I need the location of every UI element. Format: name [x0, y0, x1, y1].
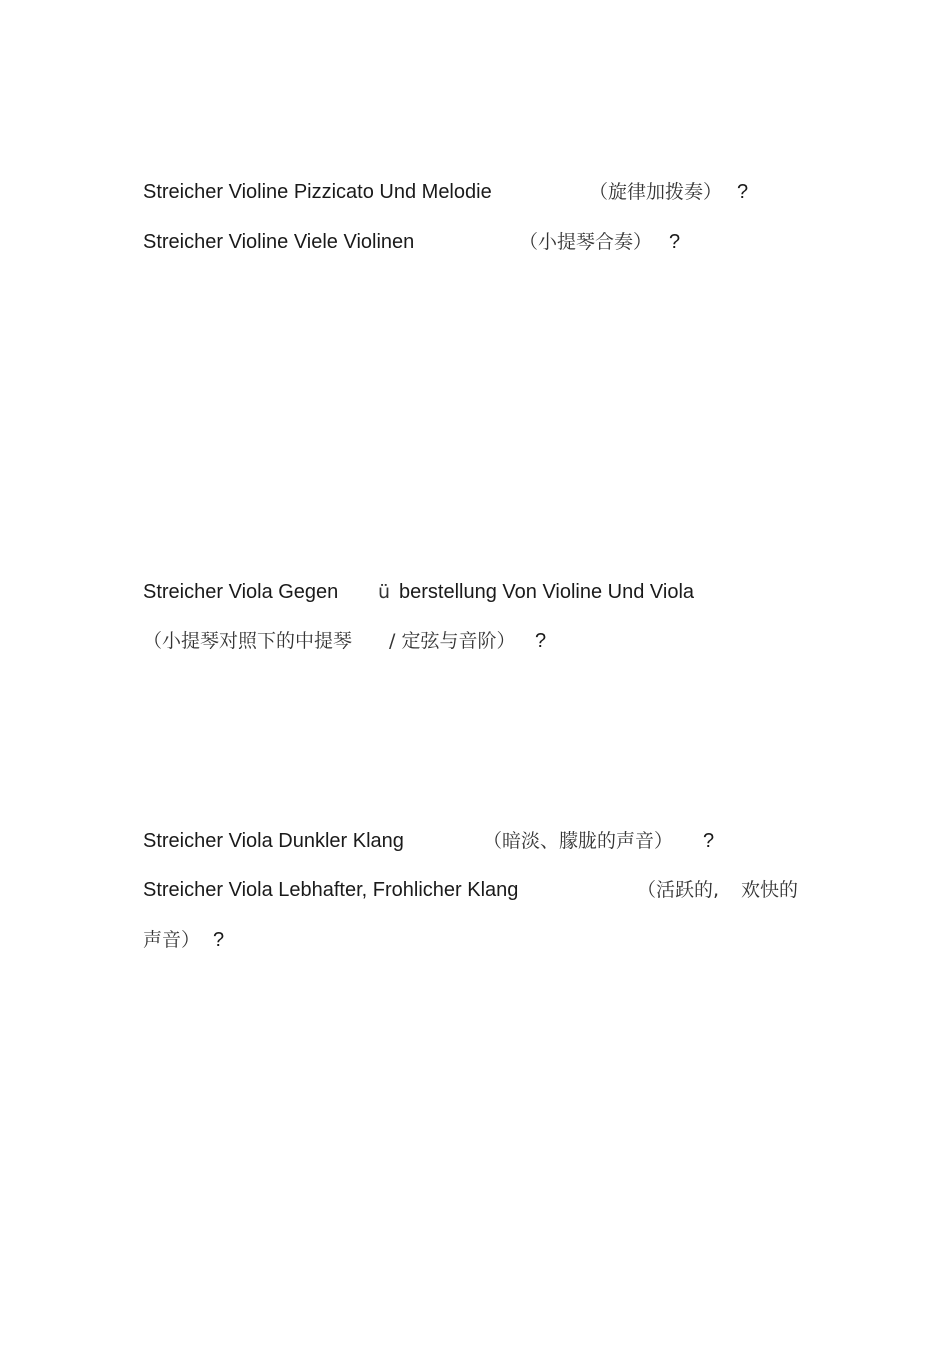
entry-title-de: Streicher Violine Viele Violinen [143, 231, 415, 253]
entry-title-de: Streicher Viola Dunkler Klang [143, 830, 404, 852]
entry-viola-gegenuberstellung [143, 580, 843, 604]
question-mark: ? [703, 830, 715, 852]
entry-title-zh-part2: / 定弦与音阶） [389, 630, 516, 652]
entry-viola-lebhafter [143, 878, 823, 902]
question-mark: ? [535, 630, 547, 652]
question-mark: ? [737, 181, 749, 203]
entry-title-de-umlaut: ü [378, 581, 391, 603]
entry-title-zh-part3: 声音） [143, 929, 201, 951]
entry-violine-pizzicato [143, 180, 843, 204]
entry-title-zh: （暗淡、朦胧的声音） [483, 830, 674, 852]
entry-title-zh: （小提琴对照下的中提琴 [143, 630, 353, 652]
entry-title-de: Streicher Viola Lebhafter, Frohlicher Klang [143, 879, 519, 901]
entry-violine-viele [143, 230, 843, 254]
entry-title-zh-part2: 欢快的 [741, 879, 799, 901]
entry-title-de-part2: berstellung Von Violine Und Viola [399, 581, 695, 603]
entry-viola-gegenuberstellung-zh [143, 629, 843, 653]
entry-title-zh: （小提琴合奏） [519, 231, 653, 253]
entry-viola-lebhafter-cont [143, 928, 443, 952]
entry-title-zh: （旋律加拨奏） [589, 181, 723, 203]
entry-title-de-part1: Streicher Viola Gegen [143, 581, 339, 603]
question-mark: ? [213, 929, 225, 951]
entry-viola-dunkler [143, 829, 843, 853]
question-mark: ? [669, 231, 681, 253]
entry-title-zh: （活跃的, [637, 879, 720, 901]
entry-title-de: Streicher Violine Pizzicato Und Melodie [143, 181, 492, 203]
